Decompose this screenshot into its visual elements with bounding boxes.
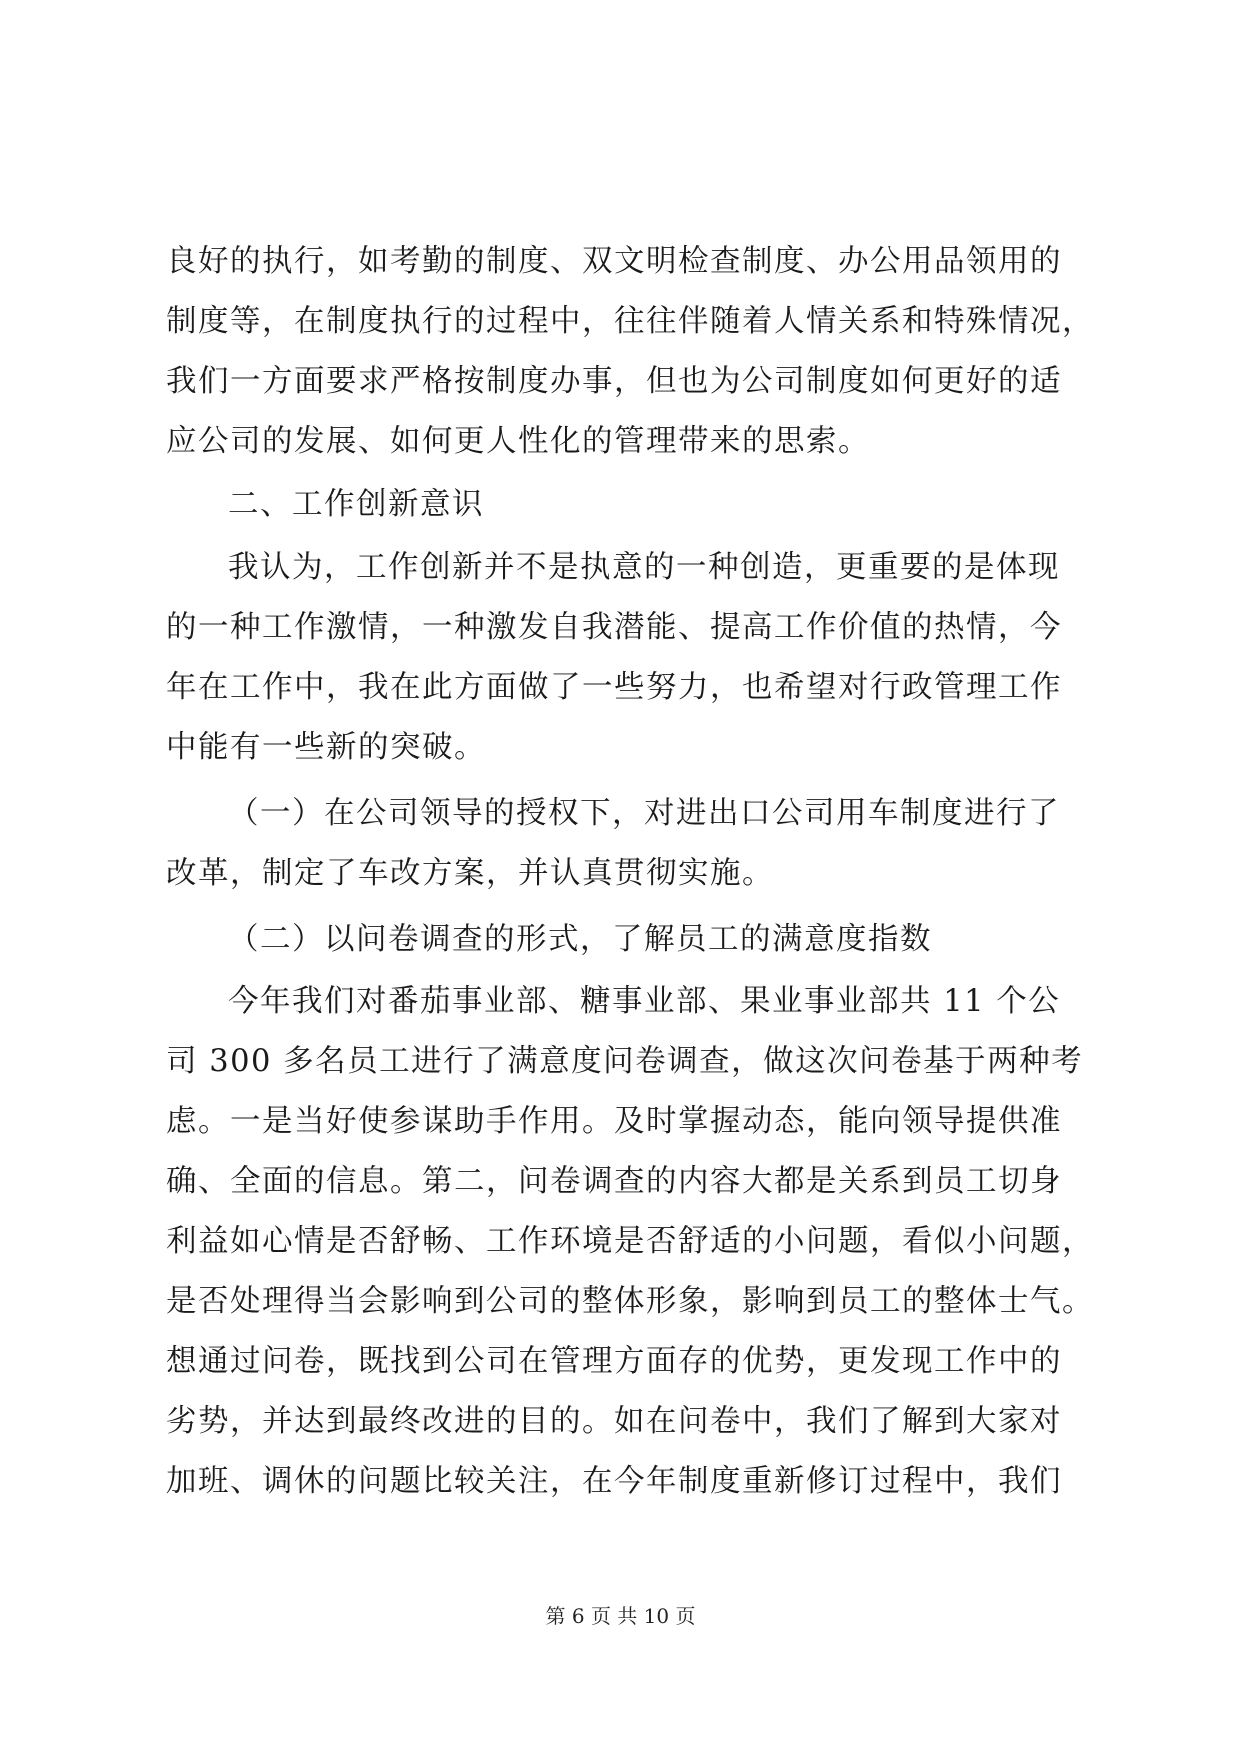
text-line: 我认为，工作创新并不是执意的一种创造，更重要的是体现	[228, 550, 1060, 585]
subsection-item: （一）在公司领导的授权下，对进出口公司用车制度进行了	[228, 796, 1060, 831]
text-line: 应公司的发展、如何更人性化的管理带来的思索。	[166, 424, 870, 459]
text-line: 劣势，并达到最终改进的目的。如在问卷中，我们了解到大家对	[166, 1404, 1062, 1439]
text-line: 确、全面的信息。第二，问卷调查的内容大都是关系到员工切身	[166, 1164, 1062, 1199]
text-line: 我们一方面要求严格按制度办事，但也为公司制度如何更好的适	[166, 364, 1062, 399]
text-line: 的一种工作激情，一种激发自我潜能、提高工作价值的热情，今	[166, 610, 1062, 645]
subsection-item: （二）以问卷调查的形式，了解员工的满意度指数	[228, 922, 932, 957]
section-heading: 二、工作创新意识	[228, 487, 484, 522]
text-line: 利益如心情是否舒畅、工作环境是否舒适的小问题，看似小问题，	[166, 1224, 1094, 1259]
text-line: 良好的执行，如考勤的制度、双文明检查制度、办公用品领用的	[166, 244, 1062, 279]
text-line: 司 300 多名员工进行了满意度问卷调查，做这次问卷基于两种考	[166, 1044, 1084, 1079]
page-footer: 第 6 页 共 10 页	[545, 1604, 696, 1628]
text-line: 年在工作中，我在此方面做了一些努力，也希望对行政管理工作	[166, 670, 1062, 705]
text-line: 今年我们对番茄事业部、糖事业部、果业事业部共 11 个公	[228, 984, 1061, 1019]
text-line: 虑。一是当好使参谋助手作用。及时掌握动态，能向领导提供准	[166, 1104, 1062, 1139]
text-line: 加班、调休的问题比较关注，在今年制度重新修订过程中，我们	[166, 1464, 1062, 1499]
text-line: 想通过问卷，既找到公司在管理方面存的优势，更发现工作中的	[166, 1344, 1062, 1379]
text-line: 中能有一些新的突破。	[166, 730, 486, 765]
text-line: 制度等，在制度执行的过程中，往往伴随着人情关系和特殊情况，	[166, 304, 1094, 339]
text-line: 改革，制定了车改方案，并认真贯彻实施。	[166, 856, 774, 891]
text-line: 是否处理得当会影响到公司的整体形象，影响到员工的整体士气。	[166, 1284, 1094, 1319]
